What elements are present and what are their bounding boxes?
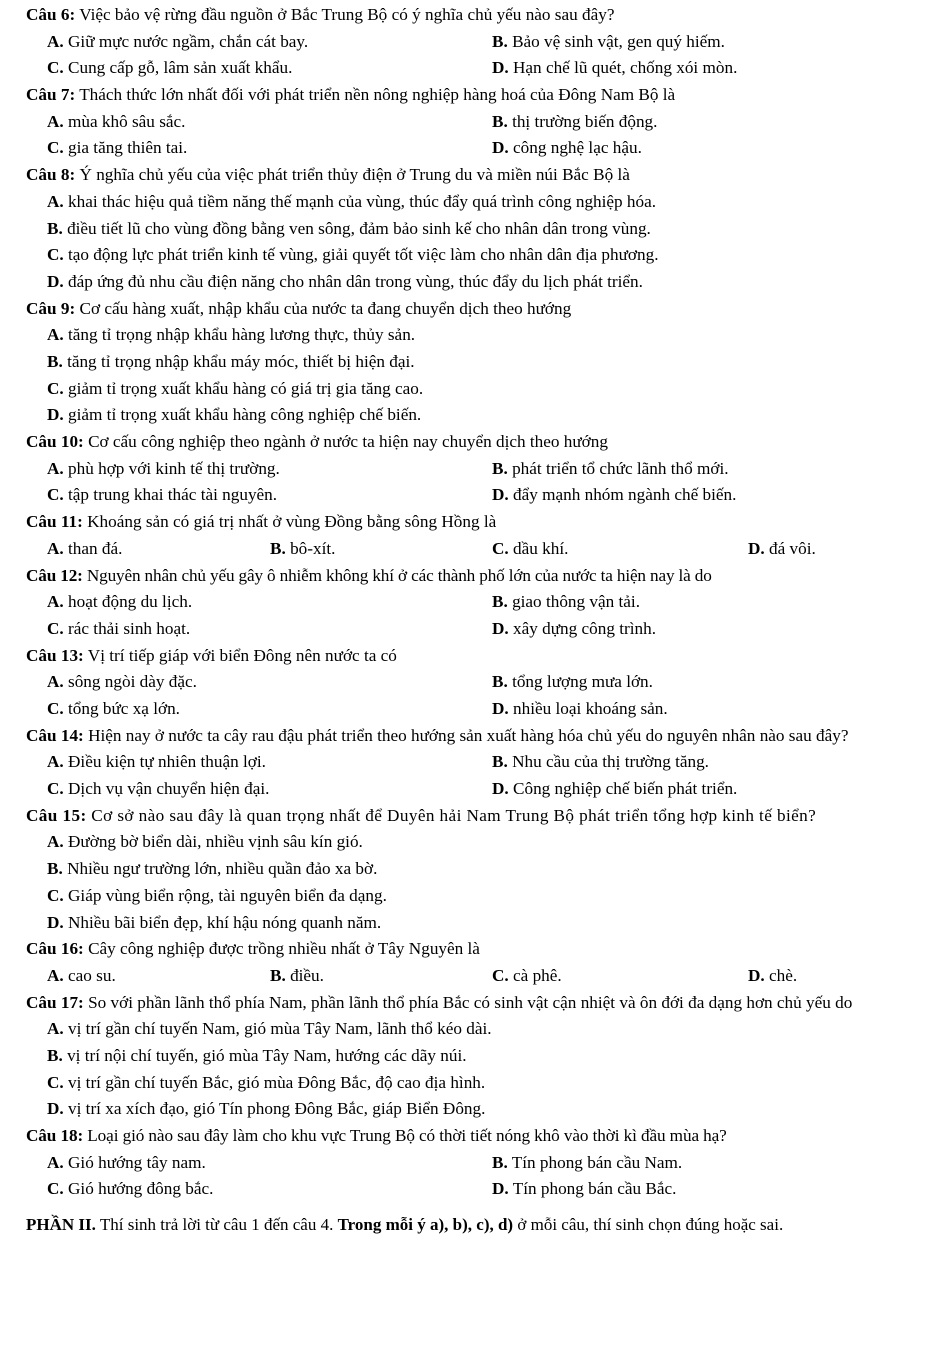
option-d[interactable] [0,1096,932,1123]
option-letter: B. [47,1046,63,1065]
option-d[interactable] [748,536,816,563]
option-letter: C. [47,138,64,158]
option-c[interactable] [47,696,492,723]
question-9 [0,296,932,429]
question-number: Câu 9: [26,298,76,318]
question-text: So với phần lãnh thổ phía Nam, phần lãnh thổ phía Bắc có sinh vật cận nhiệt và ôn đới đa dạng hơn chủ yếu do [88,992,853,1012]
option-c[interactable] [492,963,748,990]
part-2-label: PHẦN II. [26,1215,96,1235]
option-row [0,536,932,563]
option-letter: D. [492,699,509,718]
option-text: Nhiều bãi biển đẹp, khí hậu nóng quanh năm. [68,912,382,932]
option-text: mùa khô sâu sắc. [68,111,186,131]
option-text: đá vôi. [769,538,816,558]
option-letter: D. [492,1179,509,1199]
question-10 [0,429,932,509]
option-text: tổng lượng mưa lớn. [512,672,653,692]
option-letter: B. [492,592,508,612]
option-letter: C. [47,885,64,905]
option-row [0,55,932,82]
question-stem [0,936,932,963]
option-text: cà phê. [513,965,562,985]
option-text: giảm tỉ trọng xuất khẩu hàng công nghiệp chế biến. [68,405,422,425]
option-letter: A. [47,1019,64,1039]
option-b[interactable] [0,856,932,883]
option-a[interactable] [0,829,932,856]
option-row [0,1150,932,1177]
option-letter: C. [492,538,509,558]
option-letter: A. [47,111,64,131]
option-text: hoạt động du lịch. [68,592,193,612]
option-text: nhiều loại khoáng sản. [513,699,668,718]
option-text: giao thông vận tải. [512,592,640,612]
option-letter: A. [47,965,64,985]
option-letter: C. [47,245,64,265]
option-row [0,616,932,643]
question-text: Thách thức lớn nhất đối với phát triển nền nông nghiệp hàng hoá của Đông Nam Bộ là [79,85,676,105]
option-c[interactable] [47,616,492,643]
option-letter: D. [492,138,509,158]
option-text: tập trung khai thác tài nguyên. [68,485,278,505]
option-b[interactable] [492,1150,682,1177]
option-a[interactable] [47,536,270,563]
option-letter: D. [47,1099,64,1119]
question-number: Câu 18: [26,1126,84,1146]
option-letter: C. [47,485,64,505]
option-text: Giữ mực nước ngầm, chắn cát bay. [68,31,309,51]
option-a[interactable] [47,1150,492,1177]
option-text: vị trí gần chí tuyến Nam, gió mùa Tây Nam, lãnh thổ kéo dài. [68,1019,492,1039]
option-c[interactable] [0,1070,932,1097]
option-text: tổng bức xạ lớn. [68,699,180,718]
option-text: Công nghiệp chế biến phát triển. [513,779,738,799]
option-letter: A. [47,191,64,211]
option-text: xây dựng công trình. [513,618,656,638]
option-text: Tín phong bán cầu Nam. [511,1152,683,1172]
question-text: Cơ cấu hàng xuất, nhập khẩu của nước ta đang chuyển dịch theo hướng [79,298,572,318]
option-c[interactable] [47,1176,492,1203]
option-text: chè. [769,965,798,985]
option-letter: C. [47,58,64,78]
option-letter: D. [492,485,509,505]
option-letter: C. [47,378,64,398]
option-text: điều tiết lũ cho vùng đồng bằng ven sông, đảm bảo sinh kế cho nhân dân trong vùng. [67,218,651,238]
option-letter: C. [492,965,509,985]
option-row [0,29,932,56]
question-text: Vị trí tiếp giáp với biển Đông nên nước ta có [87,645,397,665]
option-d[interactable] [748,963,797,990]
option-c[interactable] [47,776,492,803]
option-a[interactable] [47,749,492,776]
option-text: vị trí gần chí tuyến Bắc, gió mùa Đông Bắc, độ cao địa hình. [68,1072,486,1092]
option-text: đẩy mạnh nhóm ngành chế biến. [513,485,737,505]
question-stem [0,643,932,670]
part-2-bold: Trong mỗi ý a), b), c), d) [337,1215,514,1235]
question-number: Câu 17: [26,992,84,1012]
option-letter: B. [47,859,63,879]
option-row [0,589,932,616]
option-text: khai thác hiệu quả tiềm năng thế mạnh của vùng, thúc đẩy quá trình công nghiệp hóa. [68,191,657,211]
option-letter: A. [47,752,64,772]
option-a[interactable] [47,29,492,56]
option-letter: D. [47,405,64,425]
question-text: Nguyên nhân chủ yếu gây ô nhiễm không khí ở các thành phố lớn của nước ta hiện nay là do [86,565,712,585]
option-letter: A. [47,672,64,692]
option-letter: B. [270,538,286,558]
option-text: Gió hướng đông bắc. [68,1179,214,1199]
question-13 [0,643,932,723]
option-c[interactable] [47,482,492,509]
question-number: Câu 14: [26,725,84,745]
option-letter: A. [47,325,64,345]
option-text: Điều kiện tự nhiên thuận lợi. [68,752,266,772]
option-text: phát triển tổ chức lãnh thổ mới. [512,458,729,478]
option-d[interactable] [492,1176,676,1203]
question-stem [0,296,932,323]
option-text: Nhiều ngư trường lớn, nhiều quần đảo xa bờ. [67,859,378,879]
option-row [0,776,932,803]
option-text: Gió hướng tây nam. [68,1152,206,1172]
option-letter: A. [47,592,64,612]
option-letter: C. [47,779,64,799]
question-stem [0,803,932,830]
question-text: Ý nghĩa chủ yếu của việc phát triển thủy điện ở Trung du và miền núi Bắc Bộ là [79,165,630,185]
option-row [0,749,932,776]
option-letter: C. [47,1179,64,1199]
option-text: giảm tỉ trọng xuất khẩu hàng có giá trị gia tăng cao. [68,378,424,398]
option-letter: B. [47,352,63,371]
option-d[interactable] [0,402,932,429]
question-number: Câu 11: [26,512,83,532]
option-letter: C. [47,699,64,718]
option-d[interactable] [492,776,737,803]
option-text: thị trường biến động. [512,111,658,131]
option-row [0,456,932,483]
question-stem [0,429,932,456]
option-text: điều. [290,965,324,985]
option-row [0,135,932,162]
question-8 [0,162,932,295]
question-stem [0,82,932,109]
option-text: Hạn chế lũ quét, chống xói mòn. [513,58,738,78]
option-a[interactable] [0,1016,932,1043]
option-letter: D. [47,912,64,932]
option-text: phù hợp với kinh tế thị trường. [68,458,280,478]
option-b[interactable] [270,536,492,563]
option-letter: D. [748,538,765,558]
option-b[interactable] [0,1043,932,1070]
option-a[interactable] [47,669,492,696]
option-text: rác thải sinh hoạt. [68,618,191,638]
question-number: Câu 7: [26,85,76,105]
option-letter: A. [47,31,64,51]
option-letter: D. [492,779,509,799]
option-b[interactable] [492,109,657,136]
option-letter: C. [47,1072,64,1092]
option-row [0,963,932,990]
option-letter: B. [492,752,508,772]
question-stem [0,162,932,189]
option-text: dầu khí. [513,538,569,558]
option-d[interactable] [492,696,668,723]
option-d[interactable] [492,482,736,509]
option-text: Cung cấp gỗ, lâm sản xuất khẩu. [68,58,293,78]
option-b[interactable] [0,216,932,243]
question-11 [0,509,932,562]
option-text: tạo động lực phát triển kinh tế vùng, giải quyết tốt việc làm cho nhân dân địa phương. [68,245,659,265]
option-letter: B. [492,111,508,131]
option-letter: D. [492,618,509,638]
option-text: vị trí xa xích đạo, gió Tín phong Đông Bắc, giáp Biển Đông. [68,1099,486,1119]
question-stem [0,723,932,750]
option-letter: B. [492,458,508,478]
question-text: Cơ sở nào sau đây là quan trọng nhất để Duyên hải Nam Trung Bộ phát triển tổng hợp kinh tế biển? [91,805,817,825]
part-2-heading [0,1212,932,1239]
option-b[interactable] [492,29,725,56]
option-c[interactable] [47,135,492,162]
question-stem [0,1123,932,1150]
option-letter: C. [47,618,64,638]
option-d[interactable] [492,616,656,643]
option-a[interactable] [0,322,932,349]
option-c[interactable] [0,242,932,269]
option-a[interactable] [47,589,492,616]
option-text: Dịch vụ vận chuyển hiện đại. [68,779,270,799]
question-number: Câu 8: [26,165,76,185]
question-text: Khoáng sản có giá trị nhất ở vùng Đồng bằng sông Hồng là [87,512,497,532]
question-text: Loại gió nào sau đây làm cho khu vực Trung Bộ có thời tiết nóng khô vào thời kì đầu mùa hạ? [87,1126,727,1146]
option-text: công nghệ lạc hậu. [513,138,642,158]
question-18 [0,1123,932,1203]
option-letter: D. [748,965,765,985]
option-letter: B. [47,218,63,238]
option-b[interactable] [492,749,709,776]
option-letter: D. [47,271,64,291]
option-letter: B. [270,965,286,985]
option-text: than đá. [68,538,123,558]
question-text: Hiện nay ở nước ta cây rau đậu phát triển theo hướng sản xuất hàng hóa chủ yếu do nguyên nhân nào sau đây? [88,725,849,745]
question-7 [0,82,932,162]
option-d[interactable] [0,269,932,296]
option-text: tăng tỉ trọng nhập khẩu máy móc, thiết bị hiện đại. [67,352,415,371]
option-row [0,482,932,509]
option-c[interactable] [0,376,932,403]
question-number: Câu 10: [26,432,84,452]
option-c[interactable] [492,536,748,563]
option-text: cao su. [68,965,116,985]
question-15 [0,803,932,936]
option-b[interactable] [492,589,640,616]
option-letter: B. [492,672,508,692]
option-text: Bảo vệ sinh vật, gen quý hiếm. [512,31,725,51]
option-letter: A. [47,538,64,558]
option-text: Nhu cầu của thị trường tăng. [512,752,709,772]
exam-document [0,2,932,1239]
option-b[interactable] [492,669,653,696]
option-text: bô-xít. [290,538,336,558]
option-a[interactable] [47,456,492,483]
option-text: Đường bờ biển dài, nhiều vịnh sâu kín gió. [68,832,363,852]
option-b[interactable] [270,963,492,990]
option-letter: A. [47,458,64,478]
option-c[interactable] [0,883,932,910]
option-letter: A. [47,832,64,852]
option-text: Tín phong bán cầu Bắc. [512,1179,677,1199]
option-text: Giáp vùng biển rộng, tài nguyên biển đa dạng. [68,885,387,905]
option-letter: B. [492,1152,508,1172]
option-text: gia tăng thiên tai. [68,138,188,158]
option-text: đáp ứng đủ nhu cầu điện năng cho nhân dân trong vùng, thúc đẩy du lịch phát triển. [68,271,643,291]
option-row [0,669,932,696]
question-number: Câu 6: [26,5,76,24]
option-a[interactable] [47,109,492,136]
question-number: Câu 12: [26,565,83,585]
question-stem [0,2,932,29]
option-row [0,1176,932,1203]
option-letter: A. [47,1152,64,1172]
question-14 [0,723,932,803]
question-stem [0,509,932,536]
option-a[interactable] [0,189,932,216]
option-row [0,696,932,723]
option-a[interactable] [47,963,270,990]
option-d[interactable] [492,135,642,162]
question-number: Câu 16: [26,939,84,959]
option-text: vị trí nội chí tuyến, gió mùa Tây Nam, hướng các dãy núi. [67,1046,467,1065]
option-letter: B. [492,31,508,51]
question-16 [0,936,932,989]
question-text: Cơ cấu công nghiệp theo ngành ở nước ta hiện nay chuyển dịch theo hướng [88,432,608,452]
question-stem [0,563,932,590]
option-row [0,109,932,136]
question-text: Cây công nghiệp được trồng nhiều nhất ở Tây Nguyên là [88,939,480,959]
option-c[interactable] [47,55,492,82]
option-b[interactable] [0,349,932,376]
part-2-text: Thí sinh trả lời từ câu 1 đến câu 4. [99,1215,334,1235]
option-letter: D. [492,58,509,78]
question-number: Câu 13: [26,645,84,665]
option-b[interactable] [492,456,729,483]
question-text: Việc bảo vệ rừng đầu nguồn ở Bắc Trung Bộ có ý nghĩa chủ yếu nào sau đây? [79,5,615,24]
option-d[interactable] [0,910,932,937]
question-stem [0,990,932,1017]
question-number: Câu 15: [26,805,87,825]
option-text: sông ngòi dày đặc. [68,672,197,692]
question-12 [0,563,932,643]
question-17 [0,990,932,1123]
question-6 [0,2,932,82]
part-2-text-end: ở mỗi câu, thí sinh chọn đúng hoặc sai. [517,1215,784,1235]
option-d[interactable] [492,55,737,82]
option-text: tăng tỉ trọng nhập khẩu hàng lương thực, thủy sản. [68,325,416,345]
